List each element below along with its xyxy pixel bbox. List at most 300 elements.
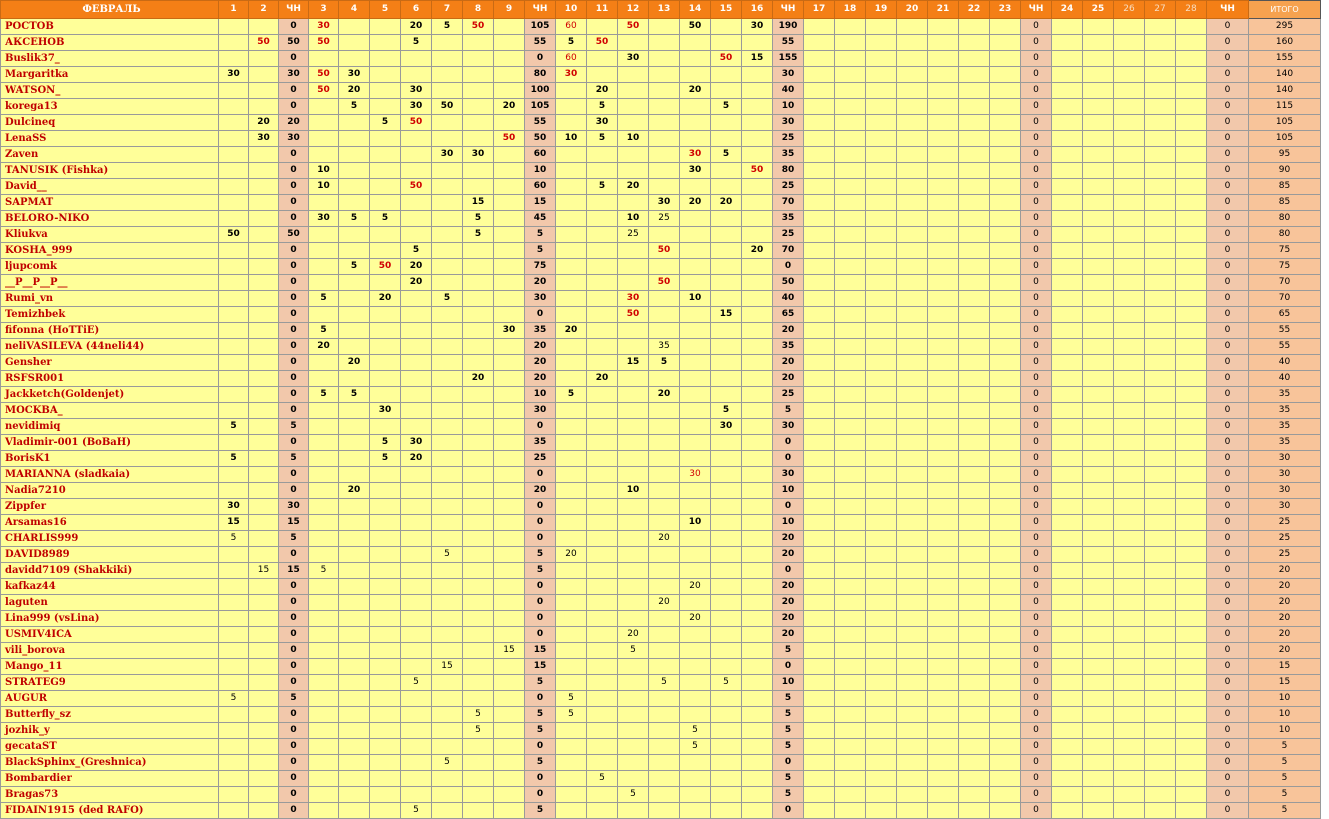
day-cell[interactable] bbox=[649, 547, 680, 563]
week-sum-cell[interactable]: 0 bbox=[279, 195, 309, 211]
day-cell[interactable] bbox=[990, 563, 1021, 579]
day-cell[interactable] bbox=[1145, 339, 1176, 355]
day-cell[interactable] bbox=[804, 483, 835, 499]
day-cell[interactable] bbox=[835, 147, 866, 163]
day-cell[interactable] bbox=[494, 339, 525, 355]
week-sum-cell[interactable]: 15 bbox=[525, 195, 556, 211]
day-cell[interactable] bbox=[1083, 195, 1114, 211]
week-sum-cell[interactable]: 0 bbox=[279, 179, 309, 195]
day-cell[interactable] bbox=[1145, 211, 1176, 227]
day-cell[interactable] bbox=[990, 307, 1021, 323]
day-cell[interactable] bbox=[742, 179, 773, 195]
day-cell[interactable] bbox=[711, 723, 742, 739]
day-cell[interactable] bbox=[432, 195, 463, 211]
day-cell[interactable] bbox=[990, 627, 1021, 643]
day-cell[interactable] bbox=[990, 259, 1021, 275]
day-cell[interactable] bbox=[680, 707, 711, 723]
day-cell[interactable] bbox=[897, 19, 928, 35]
day-cell[interactable] bbox=[556, 579, 587, 595]
day-cell[interactable] bbox=[680, 371, 711, 387]
day-cell[interactable] bbox=[249, 163, 279, 179]
total-cell[interactable]: 5 bbox=[1249, 771, 1321, 787]
day-cell[interactable] bbox=[897, 275, 928, 291]
day-cell[interactable] bbox=[1176, 499, 1207, 515]
day-cell[interactable]: 50 bbox=[587, 35, 618, 51]
day-cell[interactable] bbox=[1176, 483, 1207, 499]
day-cell[interactable] bbox=[928, 99, 959, 115]
day-cell[interactable] bbox=[897, 35, 928, 51]
day-cell[interactable] bbox=[587, 547, 618, 563]
day-cell[interactable] bbox=[339, 243, 370, 259]
day-cell[interactable] bbox=[219, 51, 249, 67]
day-cell[interactable] bbox=[1145, 259, 1176, 275]
day-cell[interactable] bbox=[959, 323, 990, 339]
day-cell[interactable] bbox=[556, 643, 587, 659]
day-cell[interactable] bbox=[339, 579, 370, 595]
day-cell[interactable] bbox=[928, 387, 959, 403]
day-cell[interactable] bbox=[463, 307, 494, 323]
day-cell[interactable]: 5 bbox=[463, 211, 494, 227]
day-cell[interactable]: 5 bbox=[556, 691, 587, 707]
day-cell[interactable] bbox=[649, 771, 680, 787]
day-cell[interactable] bbox=[680, 307, 711, 323]
day-cell[interactable] bbox=[866, 707, 897, 723]
day-cell[interactable] bbox=[1176, 147, 1207, 163]
day-cell[interactable] bbox=[742, 211, 773, 227]
day-cell[interactable] bbox=[990, 595, 1021, 611]
day-cell[interactable] bbox=[928, 195, 959, 211]
week-sum-cell[interactable]: 20 bbox=[773, 355, 804, 371]
week-sum-cell[interactable]: 20 bbox=[773, 627, 804, 643]
day-cell[interactable] bbox=[1052, 787, 1083, 803]
day-cell[interactable] bbox=[370, 531, 401, 547]
day-cell[interactable] bbox=[1145, 227, 1176, 243]
day-cell[interactable] bbox=[866, 531, 897, 547]
day-cell[interactable] bbox=[494, 387, 525, 403]
day-cell[interactable] bbox=[463, 467, 494, 483]
day-cell[interactable] bbox=[1145, 307, 1176, 323]
day-cell[interactable] bbox=[370, 19, 401, 35]
day-cell[interactable] bbox=[463, 99, 494, 115]
day-cell[interactable] bbox=[711, 243, 742, 259]
week-sum-cell[interactable]: 0 bbox=[525, 627, 556, 643]
day-cell[interactable] bbox=[618, 563, 649, 579]
day-cell[interactable] bbox=[897, 515, 928, 531]
total-cell[interactable]: 295 bbox=[1249, 19, 1321, 35]
day-cell[interactable] bbox=[249, 499, 279, 515]
day-cell[interactable] bbox=[219, 755, 249, 771]
day-cell[interactable] bbox=[556, 179, 587, 195]
day-cell[interactable] bbox=[463, 483, 494, 499]
day-cell[interactable] bbox=[401, 739, 432, 755]
day-cell[interactable] bbox=[618, 147, 649, 163]
day-cell[interactable] bbox=[339, 675, 370, 691]
day-cell[interactable] bbox=[401, 195, 432, 211]
total-cell[interactable]: 25 bbox=[1249, 547, 1321, 563]
day-cell[interactable] bbox=[463, 387, 494, 403]
day-cell[interactable] bbox=[463, 243, 494, 259]
day-cell[interactable] bbox=[742, 115, 773, 131]
total-cell[interactable]: 115 bbox=[1249, 99, 1321, 115]
day-cell[interactable] bbox=[928, 307, 959, 323]
week-sum-cell[interactable]: 0 bbox=[525, 515, 556, 531]
day-cell[interactable] bbox=[1052, 387, 1083, 403]
day-cell[interactable] bbox=[219, 19, 249, 35]
week-sum-cell[interactable]: 5 bbox=[525, 547, 556, 563]
week-sum-cell[interactable]: 0 bbox=[1021, 451, 1052, 467]
day-cell[interactable] bbox=[959, 291, 990, 307]
day-cell[interactable] bbox=[219, 803, 249, 819]
day-cell[interactable] bbox=[680, 355, 711, 371]
day-cell[interactable] bbox=[649, 227, 680, 243]
day-cell[interactable]: 5 bbox=[463, 227, 494, 243]
day-cell[interactable] bbox=[339, 723, 370, 739]
day-cell[interactable] bbox=[1176, 67, 1207, 83]
week-sum-cell[interactable]: 0 bbox=[279, 435, 309, 451]
day-cell[interactable]: 5 bbox=[219, 691, 249, 707]
day-cell[interactable] bbox=[249, 147, 279, 163]
day-cell[interactable] bbox=[1176, 579, 1207, 595]
total-cell[interactable]: 90 bbox=[1249, 163, 1321, 179]
day-cell[interactable] bbox=[1145, 675, 1176, 691]
day-cell[interactable] bbox=[401, 611, 432, 627]
day-cell[interactable] bbox=[1145, 755, 1176, 771]
total-cell[interactable]: 75 bbox=[1249, 243, 1321, 259]
week-sum-cell[interactable]: 0 bbox=[279, 787, 309, 803]
day-cell[interactable] bbox=[370, 787, 401, 803]
day-cell[interactable] bbox=[990, 179, 1021, 195]
day-cell[interactable] bbox=[990, 435, 1021, 451]
day-cell[interactable] bbox=[370, 419, 401, 435]
day-cell[interactable] bbox=[494, 627, 525, 643]
day-cell[interactable] bbox=[835, 419, 866, 435]
day-cell[interactable] bbox=[835, 467, 866, 483]
day-cell[interactable] bbox=[249, 803, 279, 819]
total-cell[interactable]: 155 bbox=[1249, 51, 1321, 67]
day-cell[interactable] bbox=[711, 515, 742, 531]
day-cell[interactable] bbox=[1176, 643, 1207, 659]
day-cell[interactable] bbox=[618, 547, 649, 563]
week-sum-cell[interactable]: 20 bbox=[525, 371, 556, 387]
day-cell[interactable] bbox=[1145, 195, 1176, 211]
day-cell[interactable] bbox=[680, 771, 711, 787]
day-cell[interactable] bbox=[1052, 563, 1083, 579]
week-sum-cell[interactable]: 0 bbox=[1021, 531, 1052, 547]
day-cell[interactable]: 30 bbox=[618, 51, 649, 67]
day-cell[interactable] bbox=[835, 339, 866, 355]
day-cell[interactable] bbox=[897, 195, 928, 211]
day-cell[interactable] bbox=[463, 595, 494, 611]
day-cell[interactable] bbox=[1114, 547, 1145, 563]
day-cell[interactable] bbox=[959, 259, 990, 275]
day-cell[interactable] bbox=[339, 291, 370, 307]
day-cell[interactable] bbox=[432, 771, 463, 787]
day-cell[interactable] bbox=[494, 547, 525, 563]
day-cell[interactable] bbox=[587, 611, 618, 627]
day-cell[interactable] bbox=[897, 99, 928, 115]
day-cell[interactable] bbox=[1114, 323, 1145, 339]
day-cell[interactable] bbox=[680, 451, 711, 467]
day-cell[interactable] bbox=[556, 99, 587, 115]
day-cell[interactable] bbox=[618, 771, 649, 787]
week-sum-cell[interactable]: 0 bbox=[279, 547, 309, 563]
day-cell[interactable] bbox=[711, 803, 742, 819]
player-name[interactable]: TANUSIK (Fishka) bbox=[1, 163, 219, 179]
day-cell[interactable] bbox=[249, 547, 279, 563]
day-cell[interactable] bbox=[928, 691, 959, 707]
day-cell[interactable]: 5 bbox=[556, 387, 587, 403]
day-cell[interactable] bbox=[990, 115, 1021, 131]
day-cell[interactable] bbox=[1114, 19, 1145, 35]
day-cell[interactable] bbox=[742, 99, 773, 115]
day-cell[interactable] bbox=[339, 275, 370, 291]
day-cell[interactable] bbox=[1145, 467, 1176, 483]
day-cell[interactable] bbox=[804, 275, 835, 291]
day-cell[interactable]: 30 bbox=[370, 403, 401, 419]
day-cell[interactable] bbox=[1176, 275, 1207, 291]
day-cell[interactable] bbox=[370, 803, 401, 819]
day-cell[interactable] bbox=[928, 531, 959, 547]
week-sum-cell[interactable]: 0 bbox=[1021, 595, 1052, 611]
day-cell[interactable] bbox=[219, 675, 249, 691]
day-cell[interactable]: 5 bbox=[680, 739, 711, 755]
day-cell[interactable] bbox=[1052, 435, 1083, 451]
day-cell[interactable]: 5 bbox=[649, 355, 680, 371]
day-cell[interactable] bbox=[897, 547, 928, 563]
week-sum-cell[interactable]: 0 bbox=[1207, 67, 1249, 83]
day-cell[interactable] bbox=[219, 771, 249, 787]
week-sum-cell[interactable]: 0 bbox=[279, 371, 309, 387]
day-cell[interactable]: 5 bbox=[339, 259, 370, 275]
week-sum-cell[interactable]: 0 bbox=[1207, 243, 1249, 259]
week-sum-cell[interactable]: 0 bbox=[1207, 355, 1249, 371]
player-name[interactable]: David__ bbox=[1, 179, 219, 195]
day-cell[interactable] bbox=[249, 467, 279, 483]
day-cell[interactable] bbox=[587, 195, 618, 211]
day-cell[interactable] bbox=[463, 563, 494, 579]
day-cell[interactable] bbox=[711, 339, 742, 355]
day-cell[interactable] bbox=[1083, 403, 1114, 419]
day-cell[interactable] bbox=[432, 579, 463, 595]
day-cell[interactable] bbox=[649, 115, 680, 131]
day-cell[interactable]: 15 bbox=[494, 643, 525, 659]
day-cell[interactable]: 25 bbox=[618, 227, 649, 243]
week-sum-cell[interactable]: 0 bbox=[1207, 451, 1249, 467]
day-cell[interactable] bbox=[866, 163, 897, 179]
day-cell[interactable] bbox=[742, 195, 773, 211]
day-cell[interactable] bbox=[249, 227, 279, 243]
day-cell[interactable] bbox=[618, 531, 649, 547]
week-sum-cell[interactable]: 5 bbox=[279, 451, 309, 467]
day-cell[interactable] bbox=[1176, 611, 1207, 627]
day-cell[interactable] bbox=[897, 611, 928, 627]
day-cell[interactable] bbox=[928, 179, 959, 195]
day-cell[interactable] bbox=[1176, 163, 1207, 179]
day-cell[interactable] bbox=[463, 739, 494, 755]
week-sum-cell[interactable]: 0 bbox=[279, 323, 309, 339]
day-cell[interactable] bbox=[804, 131, 835, 147]
day-cell[interactable] bbox=[587, 755, 618, 771]
day-cell[interactable] bbox=[249, 771, 279, 787]
day-cell[interactable] bbox=[1145, 611, 1176, 627]
day-cell[interactable] bbox=[556, 307, 587, 323]
day-cell[interactable]: 30 bbox=[219, 499, 249, 515]
week-sum-cell[interactable]: 0 bbox=[1021, 19, 1052, 35]
day-cell[interactable] bbox=[804, 723, 835, 739]
day-cell[interactable] bbox=[370, 387, 401, 403]
day-cell[interactable]: 20 bbox=[649, 531, 680, 547]
player-name[interactable]: STRATEG9 bbox=[1, 675, 219, 691]
day-cell[interactable] bbox=[1145, 355, 1176, 371]
day-cell[interactable] bbox=[339, 115, 370, 131]
day-cell[interactable] bbox=[1176, 387, 1207, 403]
day-cell[interactable] bbox=[1145, 83, 1176, 99]
day-cell[interactable] bbox=[587, 691, 618, 707]
week-sum-cell[interactable]: 0 bbox=[1207, 147, 1249, 163]
week-sum-cell[interactable]: 0 bbox=[279, 355, 309, 371]
day-cell[interactable] bbox=[249, 403, 279, 419]
day-cell[interactable] bbox=[494, 499, 525, 515]
day-cell[interactable] bbox=[680, 531, 711, 547]
day-cell[interactable] bbox=[680, 659, 711, 675]
day-cell[interactable] bbox=[680, 67, 711, 83]
week-sum-cell[interactable]: 5 bbox=[525, 803, 556, 819]
day-cell[interactable] bbox=[897, 739, 928, 755]
week-sum-cell[interactable]: 0 bbox=[279, 387, 309, 403]
day-cell[interactable] bbox=[742, 675, 773, 691]
day-cell[interactable] bbox=[990, 531, 1021, 547]
day-cell[interactable] bbox=[711, 291, 742, 307]
day-cell[interactable]: 50 bbox=[309, 67, 339, 83]
day-cell[interactable] bbox=[897, 803, 928, 819]
day-cell[interactable] bbox=[928, 611, 959, 627]
day-cell[interactable] bbox=[219, 659, 249, 675]
day-cell[interactable] bbox=[494, 595, 525, 611]
day-cell[interactable] bbox=[556, 675, 587, 691]
day-cell[interactable] bbox=[618, 403, 649, 419]
total-cell[interactable]: 20 bbox=[1249, 563, 1321, 579]
day-cell[interactable] bbox=[494, 787, 525, 803]
day-cell[interactable] bbox=[587, 467, 618, 483]
day-cell[interactable]: 5 bbox=[401, 675, 432, 691]
day-cell[interactable] bbox=[1114, 707, 1145, 723]
day-cell[interactable] bbox=[649, 643, 680, 659]
player-name[interactable]: kafkaz44 bbox=[1, 579, 219, 595]
day-cell[interactable] bbox=[1083, 323, 1114, 339]
total-cell[interactable]: 20 bbox=[1249, 611, 1321, 627]
day-cell[interactable] bbox=[339, 595, 370, 611]
day-cell[interactable] bbox=[463, 755, 494, 771]
day-cell[interactable] bbox=[928, 515, 959, 531]
day-cell[interactable] bbox=[866, 259, 897, 275]
day-cell[interactable]: 5 bbox=[219, 451, 249, 467]
day-cell[interactable] bbox=[432, 467, 463, 483]
day-cell[interactable] bbox=[835, 451, 866, 467]
day-cell[interactable] bbox=[959, 19, 990, 35]
day-cell[interactable] bbox=[249, 755, 279, 771]
day-cell[interactable] bbox=[494, 739, 525, 755]
day-cell[interactable] bbox=[463, 323, 494, 339]
week-sum-cell[interactable]: 0 bbox=[279, 147, 309, 163]
day-cell[interactable] bbox=[649, 67, 680, 83]
day-cell[interactable] bbox=[249, 419, 279, 435]
day-cell[interactable]: 30 bbox=[711, 419, 742, 435]
day-cell[interactable] bbox=[587, 259, 618, 275]
week-sum-cell[interactable]: 20 bbox=[525, 483, 556, 499]
day-cell[interactable] bbox=[370, 67, 401, 83]
day-cell[interactable] bbox=[1052, 291, 1083, 307]
day-cell[interactable] bbox=[680, 387, 711, 403]
day-cell[interactable] bbox=[432, 259, 463, 275]
week-sum-cell[interactable]: 0 bbox=[279, 275, 309, 291]
week-sum-cell[interactable]: 0 bbox=[279, 739, 309, 755]
day-cell[interactable]: 10 bbox=[618, 483, 649, 499]
day-cell[interactable] bbox=[897, 787, 928, 803]
day-cell[interactable] bbox=[742, 339, 773, 355]
day-cell[interactable] bbox=[370, 723, 401, 739]
week-sum-cell[interactable]: 20 bbox=[773, 595, 804, 611]
day-cell[interactable] bbox=[680, 419, 711, 435]
player-name[interactable]: Jackketch(Goldenjet) bbox=[1, 387, 219, 403]
day-cell[interactable] bbox=[835, 19, 866, 35]
day-cell[interactable] bbox=[742, 723, 773, 739]
day-cell[interactable] bbox=[587, 531, 618, 547]
day-cell[interactable] bbox=[618, 163, 649, 179]
day-cell[interactable] bbox=[959, 515, 990, 531]
day-cell[interactable] bbox=[219, 483, 249, 499]
day-cell[interactable] bbox=[1114, 307, 1145, 323]
day-cell[interactable] bbox=[1114, 723, 1145, 739]
day-cell[interactable] bbox=[432, 211, 463, 227]
day-cell[interactable] bbox=[401, 355, 432, 371]
day-cell[interactable] bbox=[959, 243, 990, 259]
day-cell[interactable] bbox=[1083, 643, 1114, 659]
day-cell[interactable] bbox=[494, 179, 525, 195]
day-cell[interactable] bbox=[1114, 515, 1145, 531]
day-cell[interactable] bbox=[835, 291, 866, 307]
week-sum-cell[interactable]: 0 bbox=[1207, 771, 1249, 787]
day-cell[interactable] bbox=[1083, 467, 1114, 483]
day-cell[interactable]: 10 bbox=[680, 291, 711, 307]
day-cell[interactable] bbox=[1083, 243, 1114, 259]
total-cell[interactable]: 30 bbox=[1249, 499, 1321, 515]
day-cell[interactable] bbox=[804, 195, 835, 211]
day-cell[interactable] bbox=[370, 643, 401, 659]
day-cell[interactable] bbox=[866, 483, 897, 499]
day-cell[interactable] bbox=[309, 771, 339, 787]
day-cell[interactable] bbox=[959, 707, 990, 723]
day-cell[interactable] bbox=[1145, 643, 1176, 659]
day-cell[interactable] bbox=[835, 739, 866, 755]
day-cell[interactable] bbox=[897, 163, 928, 179]
day-cell[interactable] bbox=[711, 643, 742, 659]
day-cell[interactable] bbox=[897, 643, 928, 659]
week-sum-cell[interactable]: 0 bbox=[279, 707, 309, 723]
day-cell[interactable] bbox=[897, 403, 928, 419]
day-cell[interactable] bbox=[432, 435, 463, 451]
week-sum-cell[interactable]: 0 bbox=[1207, 403, 1249, 419]
day-cell[interactable] bbox=[219, 547, 249, 563]
day-cell[interactable] bbox=[990, 803, 1021, 819]
day-cell[interactable] bbox=[463, 451, 494, 467]
week-sum-cell[interactable]: 0 bbox=[1021, 515, 1052, 531]
week-sum-cell[interactable]: 35 bbox=[773, 147, 804, 163]
day-cell[interactable]: 20 bbox=[370, 291, 401, 307]
day-cell[interactable] bbox=[1083, 19, 1114, 35]
day-cell[interactable] bbox=[587, 403, 618, 419]
day-cell[interactable] bbox=[1145, 451, 1176, 467]
day-cell[interactable] bbox=[1052, 131, 1083, 147]
